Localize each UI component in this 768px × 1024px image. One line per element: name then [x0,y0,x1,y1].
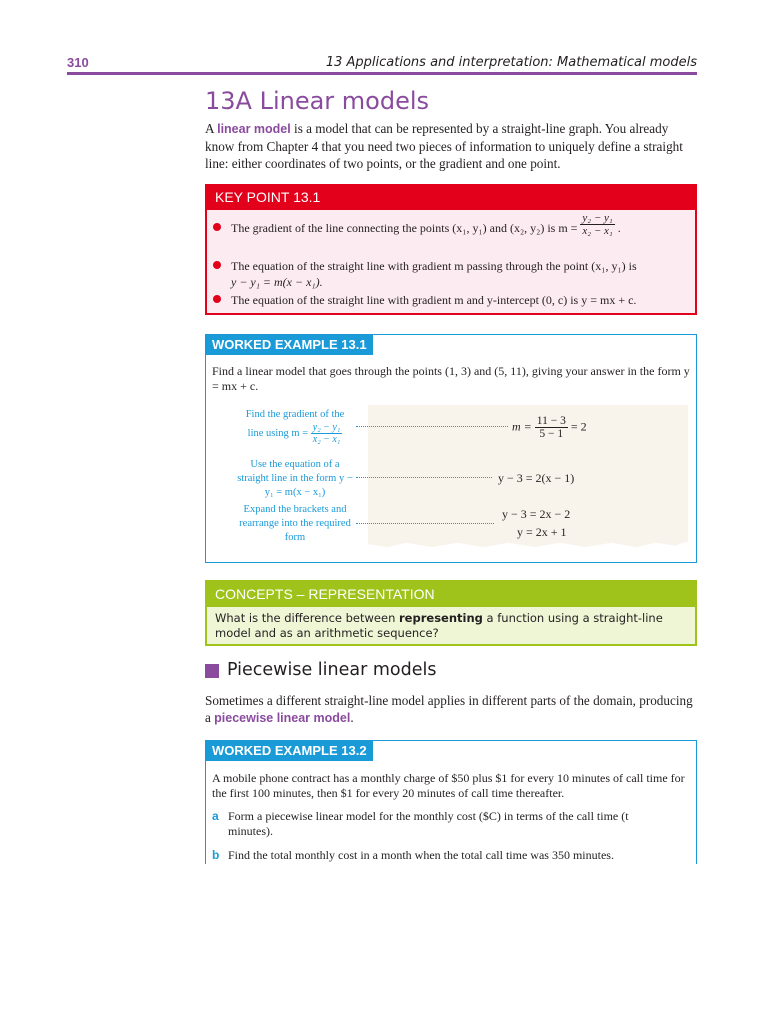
fraction-numerator: 11 − 3 [536,415,566,427]
step-lhs: m = [512,419,532,434]
piecewise-text-end: . [350,710,354,725]
piecewise-text-start: Sometimes a different straight-line model applies in different parts of the domain, producing a [205,693,693,725]
piecewise-paragraph [205,692,697,727]
key-point-equation: y − y₁ = m(x − x₁). [231,275,323,289]
part-a-label: a [212,809,219,823]
solution-step-substitute: y − 3 = 2(x − 1) [498,471,575,485]
step-rhs: = 2 [570,419,587,434]
key-point-heading: KEY POINT 13.1 [207,186,695,210]
part-b-text: Find the total monthly cost in a month when the total call time was 350 minutes. [228,848,614,862]
running-title: 13 Applications and interpretation: Mathematical models [325,55,697,70]
hint-text: Find the gradient of the [245,409,345,420]
solution-step-final: y = 2x + 1 [517,525,567,539]
hint-expand: Expand the brackets and rearrange into the required form [239,504,351,543]
leader-line [356,426,508,427]
bullet-icon [213,223,221,231]
key-point-item-text: The equation of the straight line with gradient m and y-intercept (0, c) is y = mx + c. [231,293,637,307]
subsection-marker-icon [205,664,219,678]
key-point-item-point-gradient [231,258,691,290]
worked-example-question: A mobile phone contract has a monthly charge of $50 plus $1 for every 10 minutes of call time for the first 100 minutes, then $1 for every 20 minutes of call time thereafter. [212,771,685,800]
intro-text-start: A [205,121,218,136]
key-point-item-intercept [231,292,691,308]
hint-text: line using m = [247,427,309,439]
section-title: 13A Linear models [205,87,430,115]
subsection-title: Piecewise linear models [227,660,437,680]
key-point-item-text: The equation of the straight line with gradient m passing through the point (x₁, y₁) is [231,259,637,273]
running-header [67,55,697,75]
fraction-numerator: y₂ − y₁ [582,211,613,224]
intro-text-end: is a model that can be represented by a straight-line graph. You already know from Chapter 4 that you need two pieces of information to uniquely define a straight line: either coordinates of two points, or the gradient and one point. [205,121,683,171]
key-point-item-end: . [617,221,621,235]
worked-example-13-1 [205,334,697,563]
leader-line [356,523,494,524]
fraction-numerator: y₂ − y₁ [312,422,341,433]
bullet-icon [213,261,221,269]
gradient-fraction [580,212,614,237]
concepts-heading: CONCEPTS – REPRESENTATION [207,582,695,607]
key-point-box [205,184,697,315]
part-b-label: b [212,848,220,862]
hint-gradient [236,408,354,445]
worked-example-question: Find a linear model that goes through the points (1, 3) and (5, 11), giving your answer in the form y = mx + c. [212,364,690,393]
intro-paragraph [205,120,697,172]
bullet-icon [213,295,221,303]
concepts-box [205,580,697,646]
fraction-denominator: x₂ − x₁ [312,434,341,445]
page-number: 310 [67,55,89,70]
fraction-denominator: x₂ − x₁ [582,224,613,237]
step-fraction [535,415,568,440]
hint-equation-form: Use the equation of a straight line in the form y − y₁ = m(x − x₁) [237,459,353,498]
leader-line [356,477,492,478]
term-piecewise-linear-model: piecewise linear model [214,711,351,725]
solution-step-gradient [512,415,587,440]
hint-gradient-fraction [311,422,343,445]
concepts-bold-term: representing [399,611,483,625]
concepts-text-end: a function using a straight-line model and as an arithmetic sequence? [215,611,663,640]
part-a-text: Form a piecewise linear model for the monthly cost ($C) in terms of the call time (t minutes). [228,809,629,838]
fraction-denominator: 5 − 1 [539,428,564,440]
worked-example-heading: WORKED EXAMPLE 13.1 [206,335,373,355]
worked-example-13-2 [205,740,697,864]
term-linear-model: linear model [217,122,291,136]
worked-example-heading: WORKED EXAMPLE 13.2 [206,741,373,761]
solution-step-expand: y − 3 = 2x − 2 [502,507,571,521]
key-point-item-text: The gradient of the line connecting the points (x₁, y₁) and (x₂, y₂) is m = [231,221,578,235]
concepts-text-start: What is the difference between [215,611,400,625]
key-point-item-gradient [231,211,691,237]
concepts-question [215,611,693,641]
